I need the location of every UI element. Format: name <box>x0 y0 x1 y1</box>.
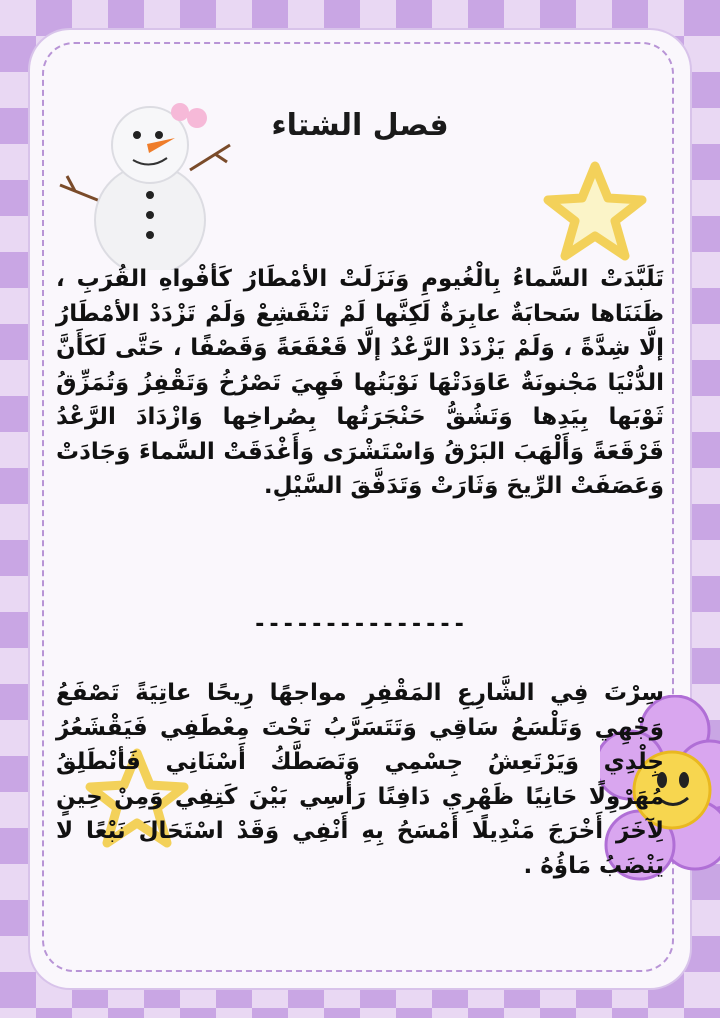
section-divider: --------------- <box>253 612 467 637</box>
star-icon <box>540 158 650 268</box>
page-title: فصل الشتاء <box>271 108 449 143</box>
paragraph-street-walk: سِرْتَ فِي الشَّارِعِ المَقْفِرِ مواجهًا رِيحًا عاتِيَةً تَصْفَعُ وَجْهِي وَتَلْسَعُ سَاقِي وَتَتَسَرَّبُ تَحْتَ مِعْطَفِي فَيَقْشَعُرُ جِلْدِي وَيَرْتَعِشُ جِسْمِي وَتَصَطَّكُ أَسْنَانِي فَأنْطَلِقُ مُهَرْوِلًا حَانِيًا ظَهْرِي دَافِنًا رَأْسِي بَيْنَ كَتِفِي وَمِنْ حِينٍ لِآخَرَ أَخْرَجَ مَنْدِيلًا أَمْسَحُ بِهِ أَنْفِي وَقَدْ اسْتَحَالَ نَبْعًا لا يَنْضَبُ مَاؤُهُ . <box>56 680 664 879</box>
paragraph-winter-description: تَلَبَّدَتْ السَّماءُ بِالْغُيومِ وَنَزَلَتْ الأمْطَارُ كَأفْواهِ القُرَبِ ، ظَنَنَاها سَحابَةٌ عابِرَةٌ لَكِنَّها لَمْ تَنْقَشِعْ وَلَمْ تَزْدَدْ الأمْطَارُ إلَّا شِدَّةً ، وَلَمْ يَزْدَدْ الرَّعْدُ إلَّا قَعْقَعَةً وَقَصْفًا ، حَتَّى لَكَأَنَّ الدُّنْيَا مَجْنونَةٌ عَاوَدَتْهَا نَوْبَتُها فَهِيَ تَصْرُخُ وَتَقْفِزُ وَتُمَزِّقُ ثَوْبَها بِيَدِها وَتَشُقُّ حَنْجَرَتُها بِصُراخِها وَازْدَادَ الرَّعْدُ قَرْقَعَةً وَأَلْهَبَ البَرْقُ وَاسْتَشْرَى وَأَغْدَقَتْ السَّماءَ وَجَادَتْ وَعَصَفَتْ الرِّيحَ وَثَارَتْ وَتَدَفَّقَ السَّيْلِ. <box>56 266 664 499</box>
